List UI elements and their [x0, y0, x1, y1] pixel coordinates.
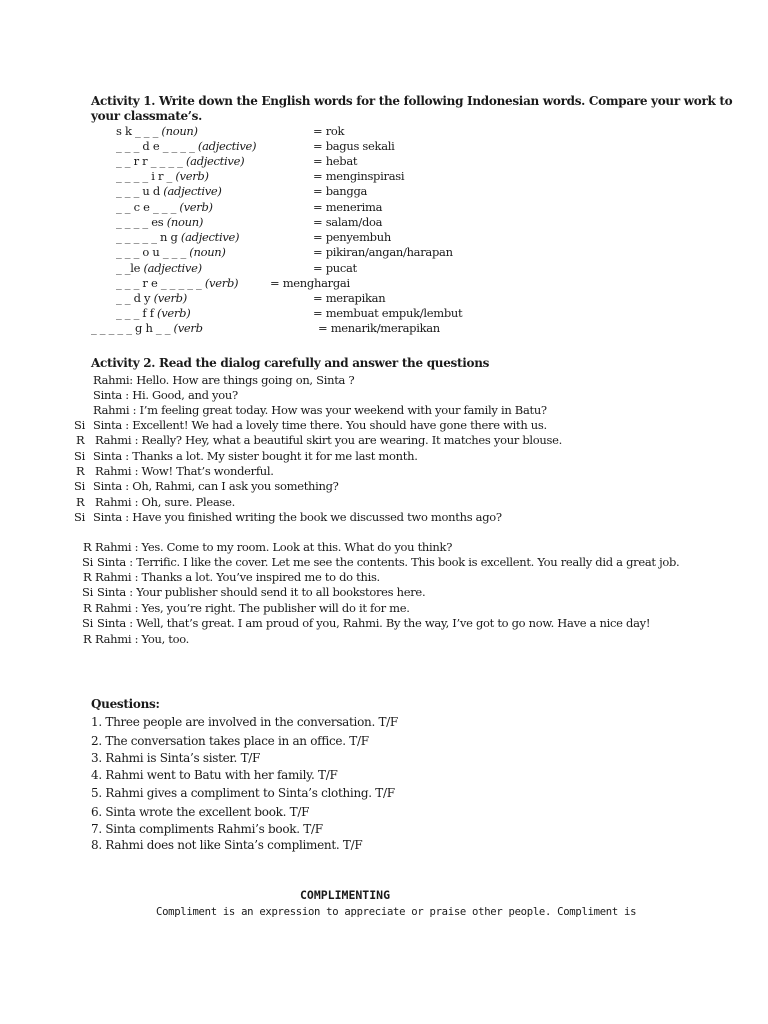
- vocab-word: _ _ _ _ _ n g (adjective): [116, 230, 240, 244]
- vocab-meaning: = pucat: [313, 261, 357, 275]
- dialog-speaker-prefix: R: [83, 632, 92, 646]
- dialog-speaker-prefix: Si: [74, 449, 85, 463]
- dialog-line: Rahmi: Hello. How are things going on, Sinta ?: [93, 373, 355, 387]
- dialog-line: Rahmi : Thanks a lot. You’ve inspired me to do this.: [95, 570, 380, 584]
- dialog-line: Rahmi : Yes, you’re right. The publisher will do it for me.: [95, 601, 410, 615]
- vocab-meaning: = menginspirasi: [313, 169, 405, 183]
- question-item: 3. Rahmi is Sinta’s sister. T/F: [91, 751, 261, 765]
- dialog-line: Rahmi : You, too.: [95, 632, 190, 646]
- dialog-line: Sinta : Terrific. I like the cover. Let me see the contents. This book is excellent. You really did a great job.: [97, 555, 680, 569]
- vocab-meaning: = salam/doa: [313, 215, 383, 229]
- vocab-word: s k _ _ _ (noun): [116, 124, 198, 138]
- dialog-speaker-prefix: R: [76, 433, 85, 447]
- vocab-word: _ _ d y (verb): [116, 291, 187, 305]
- complimenting-title: COMPLIMENTING: [299, 888, 390, 902]
- question-item: 5. Rahmi gives a compliment to Sinta’s clothing. T/F: [91, 786, 395, 800]
- dialog-speaker-prefix: Si: [82, 585, 93, 599]
- dialog-speaker-prefix: R: [83, 601, 92, 615]
- dialog-speaker-prefix: Si: [82, 555, 93, 569]
- dialog-line: Sinta : Oh, Rahmi, can I ask you something?: [93, 479, 339, 493]
- dialog-line: Sinta : Have you finished writing the book we discussed two months ago?: [93, 510, 502, 524]
- dialog-line: Rahmi : Wow! That’s wonderful.: [95, 464, 274, 478]
- question-item: 2. The conversation takes place in an office. T/F: [91, 734, 369, 748]
- vocab-meaning: = membuat empuk/lembut: [313, 306, 463, 320]
- dialog-line: Rahmi : Oh, sure. Please.: [95, 495, 235, 509]
- dialog-speaker-prefix: Si: [74, 510, 85, 524]
- dialog-speaker-prefix: R: [76, 464, 85, 478]
- vocab-meaning: = menghargai: [270, 276, 350, 290]
- vocab-meaning: = penyembuh: [313, 230, 391, 244]
- dialog-line: Rahmi : Yes. Come to my room. Look at this. What do you think?: [95, 540, 453, 554]
- dialog-speaker-prefix: Si: [74, 479, 85, 493]
- vocab-word: _ _ _ f f (verb): [116, 306, 191, 320]
- question-item: 6. Sinta wrote the excellent book. T/F: [91, 805, 310, 819]
- activity1-heading-line2: your classmate’s.: [91, 109, 203, 123]
- complimenting-text: Compliment is an expression to appreciate or praise other people. Compliment is: [156, 906, 637, 918]
- vocab-meaning: = menarik/merapikan: [318, 321, 440, 335]
- dialog-line: Sinta : Well, that’s great. I am proud of you, Rahmi. By the way, I’ve got to go now. Have a nice day!: [97, 616, 651, 630]
- dialog-line: Sinta : Hi. Good, and you?: [93, 388, 238, 402]
- question-item: 1. Three people are involved in the conversation. T/F: [91, 715, 398, 729]
- dialog-line: Rahmi : I’m feeling great today. How was your weekend with your family in Batu?: [93, 403, 547, 417]
- vocab-word: _ _ _ d e _ _ _ _ (adjective): [116, 139, 257, 153]
- dialog-speaker-prefix: Si: [74, 418, 85, 432]
- question-item: 7. Sinta compliments Rahmi’s book. T/F: [91, 822, 323, 836]
- dialog-line: Rahmi : Really? Hey, what a beautiful skirt you are wearing. It matches your blouse.: [95, 433, 562, 447]
- dialog-speaker-prefix: Si: [82, 616, 93, 630]
- dialog-speaker-prefix: R: [76, 495, 85, 509]
- activity1-heading-line1: Activity 1. Write down the English words for the following Indonesian words. Compare your work to: [91, 94, 733, 108]
- vocab-meaning: = bagus sekali: [313, 139, 395, 153]
- vocab-meaning: = menerima: [313, 200, 383, 214]
- question-item: 8. Rahmi does not like Sinta’s compliment. T/F: [91, 838, 363, 852]
- vocab-word: _ _ c e _ _ _ (verb): [116, 200, 213, 214]
- vocab-word: _ _ _ _ _ g h _ _ (verb: [91, 321, 203, 335]
- vocab-meaning: = pikiran/angan/harapan: [313, 245, 453, 259]
- vocab-word: _ _ _ _ i r _ (verb): [116, 169, 209, 183]
- dialog-line: Sinta : Thanks a lot. My sister bought it for me last month.: [93, 449, 418, 463]
- dialog-speaker-prefix: R: [83, 570, 92, 584]
- vocab-word: _ _ r r _ _ _ _ (adjective): [116, 154, 245, 168]
- vocab-meaning: = bangga: [313, 184, 368, 198]
- vocab-word: _ _le (adjective): [116, 261, 202, 275]
- vocab-word: _ _ _ o u _ _ _ (noun): [116, 245, 226, 259]
- vocab-meaning: = hebat: [313, 154, 358, 168]
- vocab-meaning: = rok: [313, 124, 345, 138]
- activity2-heading: Activity 2. Read the dialog carefully and answer the questions: [91, 356, 490, 370]
- vocab-word: _ _ _ r e _ _ _ _ _ (verb): [116, 276, 239, 290]
- vocab-word: _ _ _ _ es (noun): [116, 215, 204, 229]
- questions-heading: Questions:: [91, 697, 160, 711]
- vocab-word: _ _ _ u d (adjective): [116, 184, 222, 198]
- vocab-meaning: = merapikan: [313, 291, 386, 305]
- dialog-speaker-prefix: R: [83, 540, 92, 554]
- question-item: 4. Rahmi went to Batu with her family. T/F: [91, 768, 338, 782]
- dialog-line: Sinta : Excellent! We had a lovely time there. You should have gone there with us.: [93, 418, 547, 432]
- dialog-line: Sinta : Your publisher should send it to all bookstores here.: [97, 585, 426, 599]
